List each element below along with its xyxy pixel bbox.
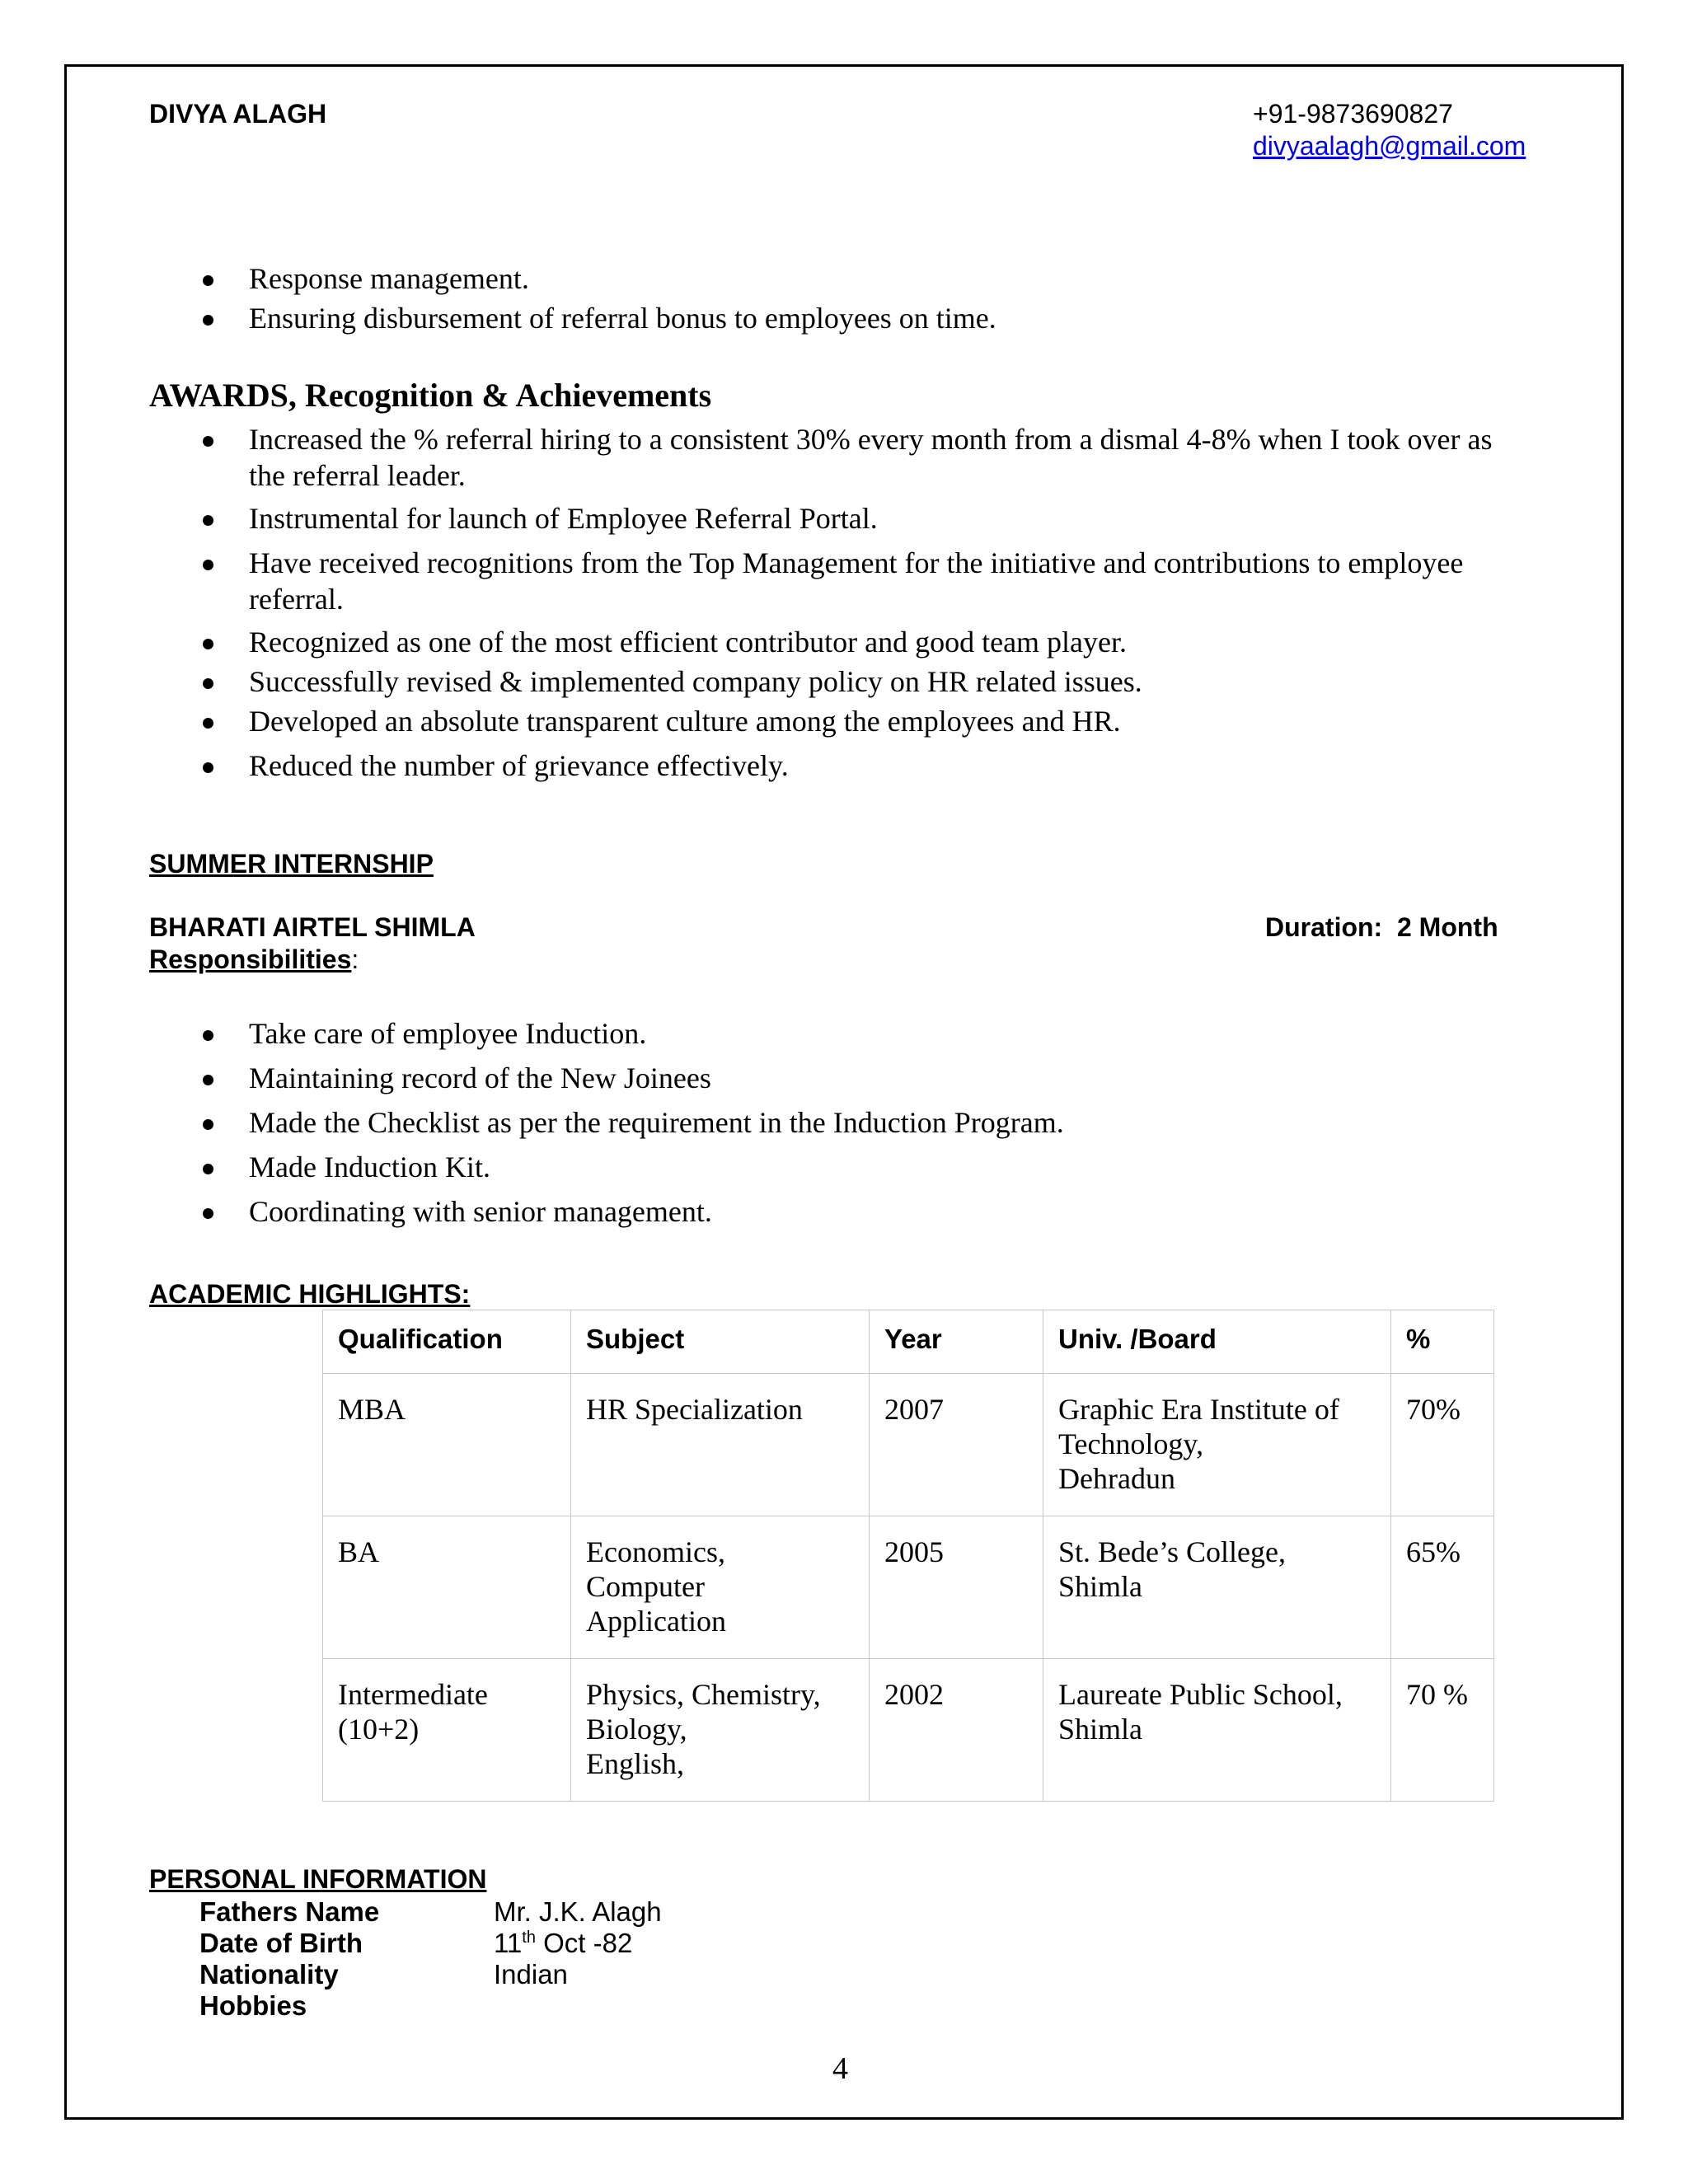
table-header-row: [323, 1310, 1494, 1374]
list-item: Made the Checklist as per the requirement in the Induction Program.: [149, 1104, 1534, 1141]
list-item: Increased the % referral hiring to a consistent 30% every month from a dismal 4-8% when I took over as the referral leader.: [149, 421, 1534, 494]
internship-heading: SUMMER INTERNSHIP: [149, 849, 434, 879]
responsibilities-colon: :: [351, 944, 359, 974]
list-item: Ensuring disbursement of referral bonus to employees on time.: [149, 300, 1534, 336]
nationality-label: Nationality: [199, 1959, 339, 1990]
dob-value: [494, 1928, 632, 1959]
nationality-value: Indian: [494, 1959, 568, 1990]
cell-qualification: BA: [323, 1516, 571, 1659]
academic-table: [322, 1310, 1494, 1802]
header-subject: Subject: [571, 1310, 870, 1374]
hobbies-label: Hobbies: [199, 1990, 307, 2021]
continued-bullet-list: [149, 260, 1534, 336]
cell-percent: 70 %: [1391, 1659, 1494, 1802]
list-item: Maintaining record of the New Joinees: [149, 1060, 1534, 1096]
cell-subject: Physics, Chemistry, Biology, English,: [571, 1659, 870, 1802]
dob-label: Date of Birth: [199, 1928, 363, 1958]
cell-year: 2005: [870, 1516, 1043, 1659]
responsibilities-label: [149, 944, 359, 975]
cell-board: Laureate Public School, Shimla: [1043, 1659, 1391, 1802]
internship-company: BHARATI AIRTEL SHIMLA: [149, 912, 476, 942]
list-item: Made Induction Kit.: [149, 1149, 1534, 1185]
internship-duration: Duration: 2 Month: [1265, 912, 1498, 942]
table-row: [323, 1516, 1494, 1659]
cell-percent: 65%: [1391, 1516, 1494, 1659]
header-board: Univ. /Board: [1043, 1310, 1391, 1374]
cell-qualification: Intermediate (10+2): [323, 1659, 571, 1802]
table-row: [323, 1659, 1494, 1802]
cell-qualification: MBA: [323, 1374, 571, 1516]
cell-subject: HR Specialization: [571, 1374, 870, 1516]
list-item: Response management.: [149, 260, 1534, 297]
cell-percent: 70%: [1391, 1374, 1494, 1516]
responsibilities-text: Responsibilities: [149, 944, 352, 974]
list-item: Successfully revised & implemented company policy on HR related issues.: [149, 663, 1534, 700]
cell-subject: Economics, Computer Application: [571, 1516, 870, 1659]
list-item: Reduced the number of grievance effectively.: [149, 748, 1534, 784]
phone-number: +91-9873690827: [1253, 99, 1453, 129]
header-year: Year: [870, 1310, 1043, 1374]
dob-rest: Oct -82: [535, 1928, 633, 1958]
list-item: Developed an absolute transparent culture among the employees and HR.: [149, 703, 1534, 739]
academic-heading: ACADEMIC HIGHLIGHTS:: [149, 1279, 471, 1309]
awards-list: [149, 421, 1534, 784]
email-link[interactable]: divyaalagh@gmail.com: [1253, 131, 1526, 161]
list-item: Coordinating with senior management.: [149, 1193, 1534, 1230]
list-item: Recognized as one of the most efficient contributor and good team player.: [149, 624, 1534, 660]
candidate-name: DIVYA ALAGH: [149, 99, 327, 129]
responsibilities-list: [149, 1015, 1534, 1230]
cell-year: 2002: [870, 1659, 1043, 1802]
fathers-name-value: Mr. J.K. Alagh: [494, 1896, 662, 1927]
table-row: [323, 1374, 1494, 1516]
fathers-name-label: Fathers Name: [199, 1896, 380, 1927]
page-number: 4: [832, 2051, 848, 2086]
cell-board: St. Bede’s College, Shimla: [1043, 1516, 1391, 1659]
dob-day: 11: [494, 1928, 523, 1958]
awards-heading: AWARDS, Recognition & Achievements: [149, 377, 712, 414]
list-item: Instrumental for launch of Employee Referral Portal.: [149, 500, 1534, 537]
dob-suffix: th: [522, 1929, 536, 1947]
list-item: Have received recognitions from the Top Management for the initiative and contributions to employee referral.: [149, 545, 1534, 617]
cell-year: 2007: [870, 1374, 1043, 1516]
cell-board: Graphic Era Institute of Technology, Dehradun: [1043, 1374, 1391, 1516]
list-item: Take care of employee Induction.: [149, 1015, 1534, 1052]
header-percent: %: [1391, 1310, 1494, 1374]
header-qualification: Qualification: [323, 1310, 571, 1374]
personal-heading: PERSONAL INFORMATION: [149, 1864, 487, 1894]
